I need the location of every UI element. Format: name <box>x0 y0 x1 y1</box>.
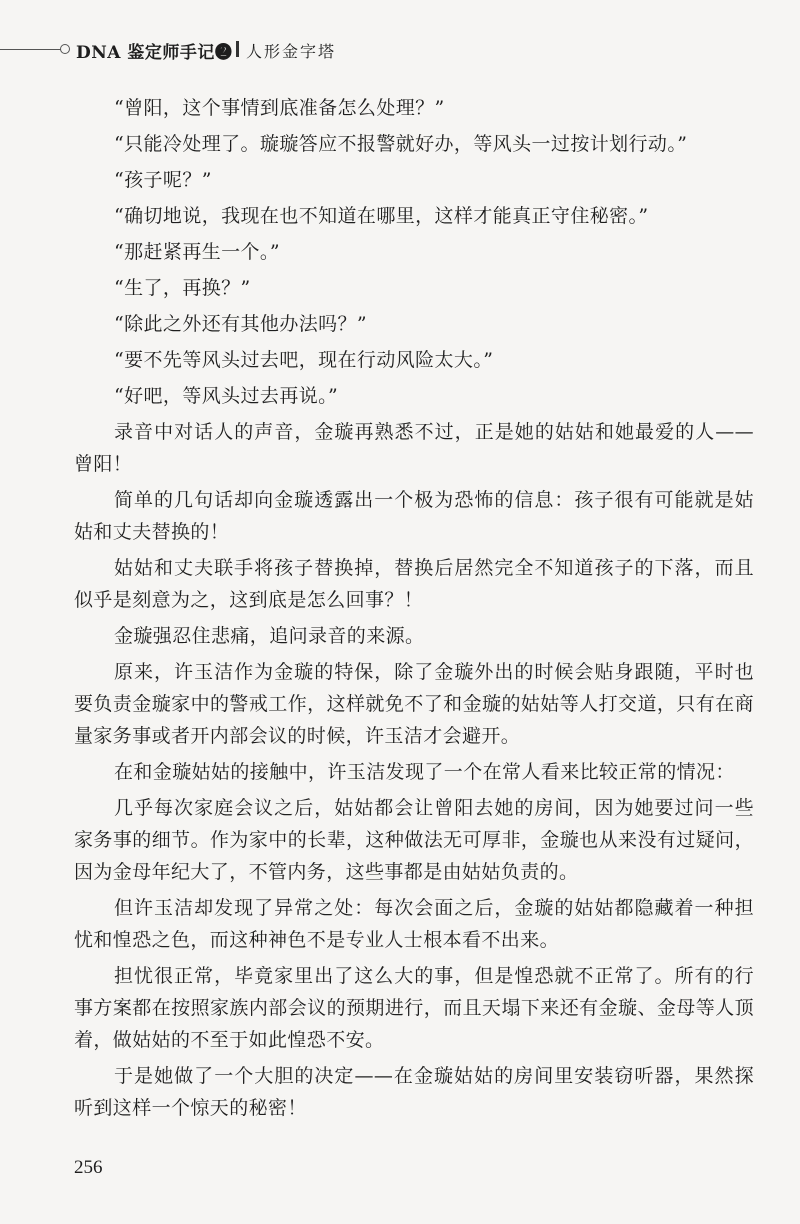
paragraph: 录音中对话人的声音，金璇再熟悉不过，正是她的姑姑和她最爱的人——曾阳！ <box>74 421 754 475</box>
dialogue-line: “好吧，等风头过去再说。” <box>114 385 339 407</box>
page-number: 256 <box>74 1157 103 1178</box>
paragraph: 原来，许玉洁作为金璇的特保，除了金璇外出的时候会贴身跟随，平时也要负责金璇家中的警戒工作，这样就免不了和金璇的姑姑等人打交道，只有在商量家务事或者开内部会议的时候，许玉洁才会避开。 <box>74 661 754 747</box>
dialogue-line: “曾阳，这个事情到底准备怎么处理？” <box>114 97 445 119</box>
running-header <box>0 38 800 62</box>
dialogue-line: “要不先等风头过去吧，现在行动风险太大。” <box>114 349 494 371</box>
paragraph: 几乎每次家庭会议之后，姑姑都会让曾阳去她的房间，因为她要过问一些家务事的细节。作为家中的长辈，这种做法无可厚非，金璇也从来没有过疑问，因为金母年纪大了，不管内务，这些事都是由姑姑负责的。 <box>74 797 754 883</box>
paragraph: 于是她做了一个大胆的决定——在金璇姑姑的房间里安装窃听器，果然探听到这样一个惊天的秘密！ <box>74 1065 754 1119</box>
dialogue-line: “只能冷处理了。璇璇答应不报警就好办，等风头一过按计划行动。” <box>114 133 688 155</box>
paragraph: 简单的几句话却向金璇透露出一个极为恐怖的信息：孩子很有可能就是姑姑和丈夫替换的！ <box>74 489 754 543</box>
dialogue-line: “孩子呢？” <box>114 169 212 191</box>
paragraph: 姑姑和丈夫联手将孩子替换掉，替换后居然完全不知道孩子的下落，而且似乎是刻意为之，这到底是怎么回事？！ <box>74 557 754 611</box>
dialogue-line: “确切地说，我现在也不知道在哪里，这样才能真正守住秘密。” <box>114 205 649 227</box>
dialogue-line: “那赶紧再生一个。” <box>114 241 280 263</box>
book-subtitle: 人形金字塔 <box>246 42 337 61</box>
paragraph: 在和金璇姑姑的接触中，许玉洁发现了一个在常人看来比较正常的情况： <box>114 761 735 783</box>
paragraph: 但许玉洁却发现了异常之处：每次会面之后，金璇的姑姑都隐藏着一种担忧和惶恐之色，而这种神色不是专业人士根本看不出来。 <box>74 897 754 951</box>
book-title: DNA 鉴定师手记❷ <box>76 43 233 63</box>
paragraph: 金璇强忍住悲痛，追问录音的来源。 <box>114 625 425 647</box>
dialogue-line: “生了，再换？” <box>114 277 251 299</box>
header-separator <box>236 41 239 57</box>
page-body <box>74 92 754 1128</box>
header-bullet-icon <box>60 44 70 54</box>
dialogue-line: “除此之外还有其他办法吗？” <box>114 313 368 335</box>
paragraph: 担忧很正常，毕竟家里出了这么大的事，但是惶恐就不正常了。所有的行事方案都在按照家族内部会议的预期进行，而且天塌下来还有金璇、金母等人顶着，做姑姑的不至于如此惶恐不安。 <box>74 965 754 1051</box>
header-rule <box>0 49 62 50</box>
